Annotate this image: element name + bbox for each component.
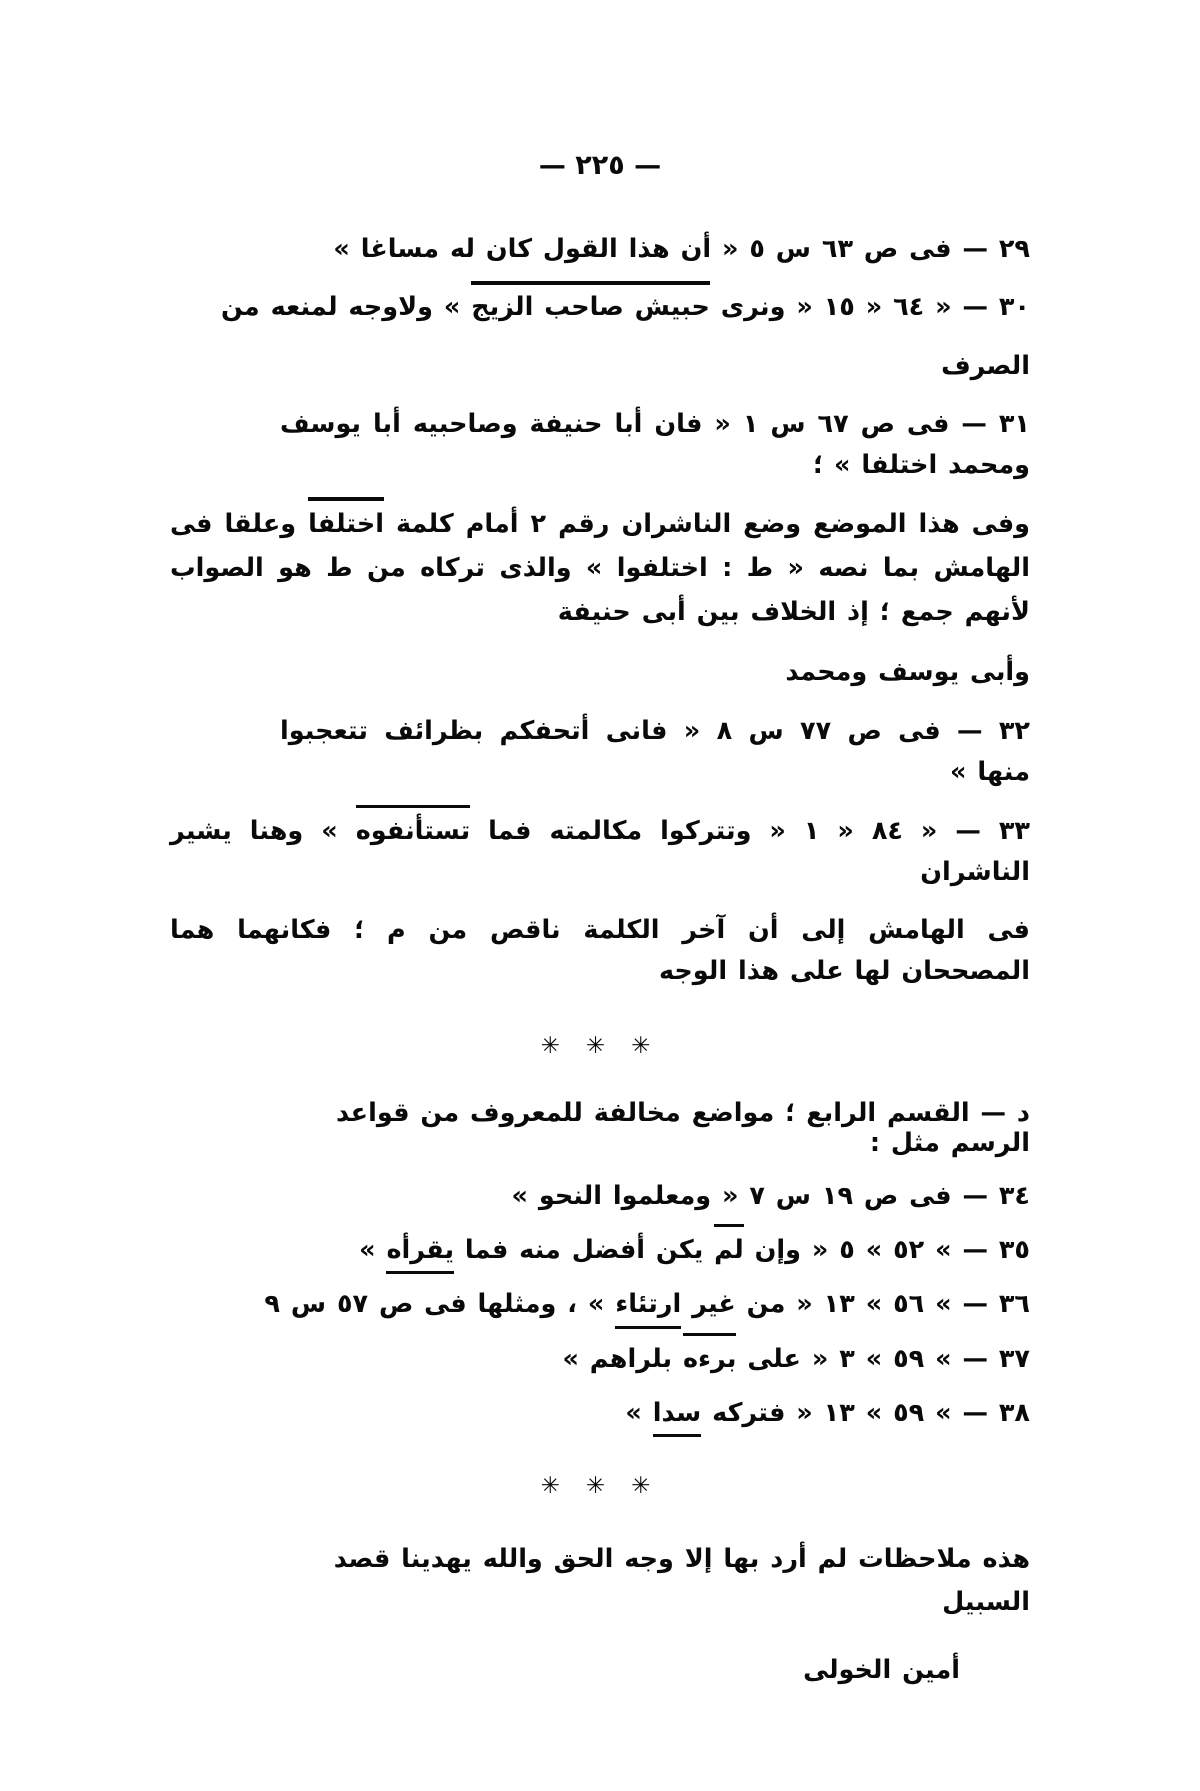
item-35-underline-1: لم [714, 1230, 744, 1270]
entry-33-number: ٣٣ — [955, 815, 1030, 846]
entry-31-number: ٣١ — [961, 408, 1030, 439]
entry-30-ditto-2: « [854, 292, 883, 323]
item-37-line-ref: ٣ [839, 1343, 855, 1374]
item-36-quote-before: « من غير [681, 1289, 813, 1320]
entry-30-page-ref: ٦٤ [893, 292, 925, 323]
item-38-ditto-a: » [935, 1397, 952, 1428]
item-37-underline-1: برءه [683, 1339, 737, 1379]
entry-30-line-ref: ١٥ [823, 292, 855, 323]
entry-33-continuation-text: فى الهامش إلى أن آخر الكلمة ناقص من م ؛ فكانهما هما المصححان لها على هذا الوجه [170, 915, 1030, 987]
entry-29-number: ٢٩ — [962, 234, 1030, 264]
entry-32-text: فى ص ٧٧ س ٨ « فانى أتحفكم بظرائف تتعجبوا منها » [280, 715, 1030, 788]
item-38-number: ٣٨ — [962, 1397, 1030, 1428]
item-38-line-ref: ١٣ [823, 1397, 855, 1428]
entry-30-continuation [170, 346, 1030, 387]
entry-31-paragraph-tail [170, 651, 1030, 695]
entry-30-quote-before: « ونرى [709, 292, 813, 323]
entry-30-quote-after: » ولاوجه لمنعه من [220, 292, 472, 323]
item-37-ditto-a: » [935, 1343, 952, 1374]
item-35-ditto-b: » [865, 1234, 883, 1265]
entry-33-page-ref: ٨٤ [871, 815, 903, 846]
closing-statement: هذه ملاحظات لم أرد بها إلا وجه الحق والله يهدينا قصد السبيل [333, 1544, 1030, 1618]
entry-32 [170, 711, 1030, 794]
list-item-38 [170, 1393, 1030, 1433]
item-38-quote-after: » [625, 1397, 653, 1428]
item-35-quote-before: « وإن [743, 1234, 829, 1265]
entry-31-underlined-fragment: اختلفا [308, 503, 384, 547]
item-36-page-ref: ٥٦ [893, 1289, 925, 1320]
item-34-text: فى ص ١٩ س ٧ « ومعلموا النحو » [511, 1180, 952, 1211]
entry-30 [170, 287, 1030, 328]
item-37-quote-after: بلراهم » [562, 1343, 683, 1374]
item-35-underline-2: يقرأه [386, 1230, 454, 1270]
item-38-ditto-b: » [865, 1397, 883, 1428]
entry-33-quote-before: « وتتركوا مكالمته فما [470, 815, 786, 846]
entry-31-para-tail: وأبى يوسف ومحمد [785, 657, 1030, 688]
section-d-heading: د — القسم الرابع ؛ مواضع مخالفة للمعروف من قواعد الرسم مثل : [335, 1097, 1030, 1158]
entry-30-underlined-fragment: حبيش صاحب الزيج [471, 287, 710, 328]
entry-33-quote-after: » وهنا يشير الناشران [170, 815, 1030, 887]
item-35-quote-mid: يكن أفضل منه فما [454, 1234, 715, 1265]
item-36-underline-1: ارتئاء [615, 1284, 681, 1324]
item-37-ditto-b: » [865, 1343, 883, 1374]
item-36-quote-after: » ، ومثلها فى ص ٥٧ س ٩ [264, 1289, 616, 1320]
item-36-line-ref: ١٣ [823, 1289, 855, 1320]
author-signature: أمين الخولى [803, 1654, 960, 1685]
section-d-reference-list [170, 1176, 1030, 1433]
entry-31-paragraph [170, 503, 1030, 635]
asterisk-separator-1: ✳ ✳ ✳ [540, 1032, 660, 1059]
entry-33-continuation [170, 910, 1030, 993]
item-34-number: ٣٤ — [962, 1180, 1030, 1211]
entry-32-number: ٣٢ — [956, 715, 1030, 746]
entry-30-ditto: « [924, 292, 952, 323]
entry-31-para-rest: اختلفوا » والذى تركاه من ط هو الصواب لأنهم جمع ؛ إذ الخلاف بين أبى حنيفة [170, 553, 1030, 628]
item-37-number: ٣٧ — [962, 1343, 1030, 1374]
item-35-quote-after: » [359, 1234, 387, 1265]
list-item-37 [170, 1339, 1030, 1379]
item-37-quote-before: « على [736, 1343, 829, 1374]
entry-31-para-before: وفى هذا الموضع وضع الناشران رقم ٢ أمام كلمة [383, 509, 1030, 540]
entry-31-text: فى ص ٦٧ س ١ « فان أبا حنيفة وصاحبيه أبا يوسف ومحمد اختلفا » ؛ [280, 408, 1030, 481]
entry-33-line-ref: ١ [803, 815, 820, 846]
item-36-ditto-b: » [865, 1289, 883, 1320]
entry-33-ditto-2: « [819, 815, 854, 846]
item-36-ditto-a: » [935, 1289, 952, 1320]
entry-30-continuation-text: الصرف [941, 350, 1030, 381]
entry-33-underlined-fragment: تستأنفوه [356, 811, 470, 852]
list-item-34 [170, 1176, 1030, 1216]
page-content-area [170, 150, 1030, 1685]
page-number: — ٢٢٥ — [538, 150, 662, 181]
item-38-quote-before: « فتركه [701, 1397, 813, 1428]
item-35-line-ref: ٥ [839, 1234, 855, 1265]
item-37-page-ref: ٥٩ [893, 1343, 925, 1374]
entry-30-number: ٣٠ — [962, 292, 1030, 323]
list-item-35 [170, 1230, 1030, 1270]
item-38-page-ref: ٥٩ [893, 1397, 925, 1428]
item-35-page-ref: ٥٢ [893, 1234, 925, 1265]
item-36-number: ٣٦ — [962, 1289, 1030, 1320]
entry-33 [170, 811, 1030, 894]
entry-33-ditto: « [902, 815, 938, 846]
item-38-underline-1: سدا [653, 1393, 702, 1433]
item-35-number: ٣٥ — [962, 1234, 1030, 1265]
entry-31-para-mid: وعلقا فى الهامش بما نصه « ط : [170, 509, 1030, 584]
entry-29 [170, 229, 1030, 270]
asterisk-separator-2: ✳ ✳ ✳ [540, 1473, 660, 1500]
item-35-ditto-a: » [935, 1234, 952, 1265]
entry-31 [170, 404, 1030, 487]
entry-29-text: فى ص ٦٣ س ٥ « أن هذا القول كان له مساغا » [333, 234, 952, 264]
list-item-36 [170, 1284, 1030, 1324]
